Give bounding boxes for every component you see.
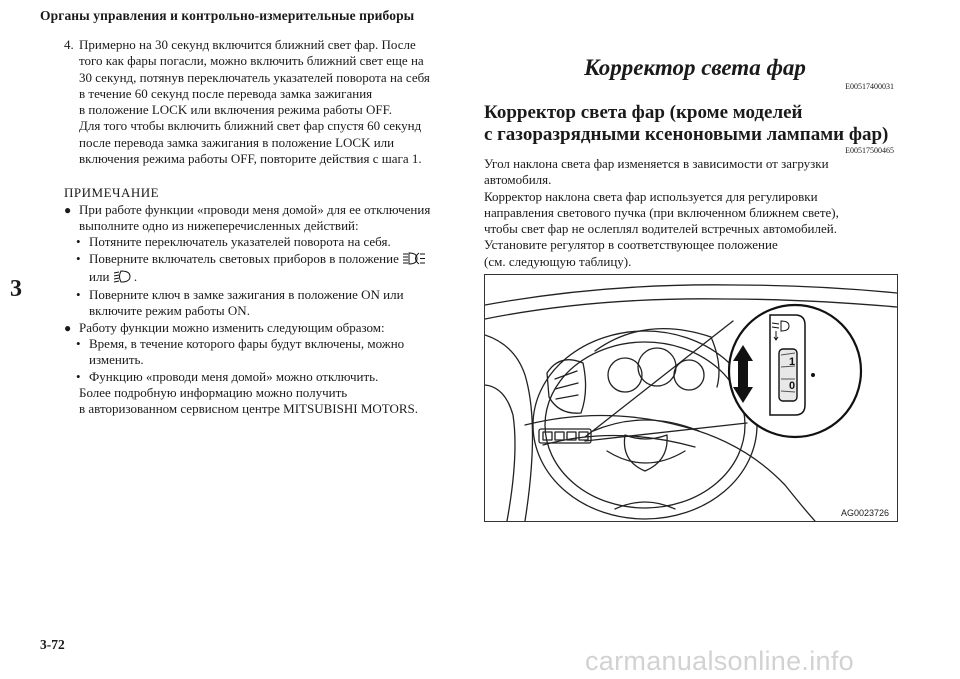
note-sub-text: Потяните переключатель указателей поворота на себя. [89,234,391,250]
note-sub-text: Функцию «проводи меня домой» можно отключить. [89,368,379,384]
step-number: 4. [64,37,74,52]
body-line: направления светового пучка (при включенном ближнем свете), [484,204,839,220]
note-sub-text: Время, в течение которого фары будут включены, можно [89,336,405,352]
page-header-title: Органы управления и контрольно-измерительные приборы [40,8,415,23]
note-sub-text: включите режим работы ON. [89,303,250,319]
subsection-code: E00517500465 [845,146,894,155]
section-code: E00517400031 [845,82,894,91]
step-line: включения режима работы OFF, повторите действия с шага 1. [79,151,422,167]
note-heading: ПРИМЕЧАНИЕ [64,185,160,201]
watermark-text: carmanualsonline.info [585,646,854,676]
step-line: Примерно на 30 секунд включится ближний свет фар. После [79,37,416,52]
note-sub-item [64,369,459,385]
body-paragraph [484,156,894,270]
bullet-icon: ● [64,202,72,217]
note-sub-item [64,336,459,369]
note-line: Работу функции можно изменить следующим образом: [79,319,385,335]
body-line: чтобы свет фар не ослеплял водителей встречных автомобилей. [484,221,837,237]
subheading-line: с газоразрядными ксеноновыми лампами фар) [484,124,889,145]
body-line: Установите регулятор в соответствующее положение [484,237,778,253]
dial-mark-top: 1 [789,356,796,368]
note-sub-item: • Поверните включатель световых приборов в положение или . [64,251,459,288]
note-sub-item [64,234,459,250]
note-sub-item [64,287,459,320]
note-line: выполните одно из нижеперечисленных действий: [79,217,359,233]
note-after-line: Более подробную информацию можно получить [79,384,348,400]
step-line: в течение 60 секунд после перевода замка зажигания [79,85,373,101]
note-sub-text: или [89,268,110,284]
step-4 [64,37,459,167]
body-line: Корректор наклона света фар используется для регулировки [484,188,818,204]
step-line: того как фары погасли, можно включить ближний свет еще на [79,53,424,69]
sub-marker-icon: • [76,234,81,250]
body-line: (см. следующую таблицу). [484,253,632,269]
step-line: после перевода замка зажигания в положение LOCK или [79,134,395,150]
sub-marker-icon: • [76,336,81,352]
bullet-icon: ● [64,320,72,335]
step-line: в положение LOCK или включения режима работы OFF. [79,102,393,118]
chapter-tab: 3 [10,276,22,302]
note-line: При работе функции «проводи меня домой» для ее отключения [79,201,431,217]
sub-marker-icon: • [76,250,81,266]
subheading-line: Корректор света фар (кроме моделей [484,102,803,123]
note-sub-text: Поверните включатель световых приборов в положение [89,250,399,266]
left-column [64,37,459,418]
sub-marker-icon: • [76,287,81,303]
figure-code: AG0023726 [840,508,889,518]
low-beam-symbol-icon [113,270,131,287]
auto-headlight-symbol-icon [402,252,426,269]
body-line: Угол наклона света фар изменяется в зависимости от загрузки [484,156,829,171]
note-sub-text: изменить. [89,352,144,368]
page-number: 3-72 [40,637,65,652]
step-line: 30 секунд, потянув переключатель указателей поворота на себя [79,69,430,85]
dial-mark-bottom: 0 [789,380,796,392]
body-line: автомобиля. [484,172,552,188]
headlamp-leveling-figure [484,274,898,522]
right-column [484,54,894,270]
note-after-line: в авторизованном сервисном центре MITSUBISHI MOTORS. [79,401,419,417]
sub-marker-icon: • [76,368,81,384]
step-line: Для того чтобы включить ближний свет фар спустя 60 секунд [79,118,422,134]
note-bullet-2 [64,320,459,336]
subheading [484,102,894,146]
section-title: Корректор света фар [584,55,806,80]
note-sub-text: Поверните ключ в замке зажигания в положение ON или [89,287,404,303]
note-bullet-1 [64,202,459,235]
dashboard-illustration [485,275,897,521]
